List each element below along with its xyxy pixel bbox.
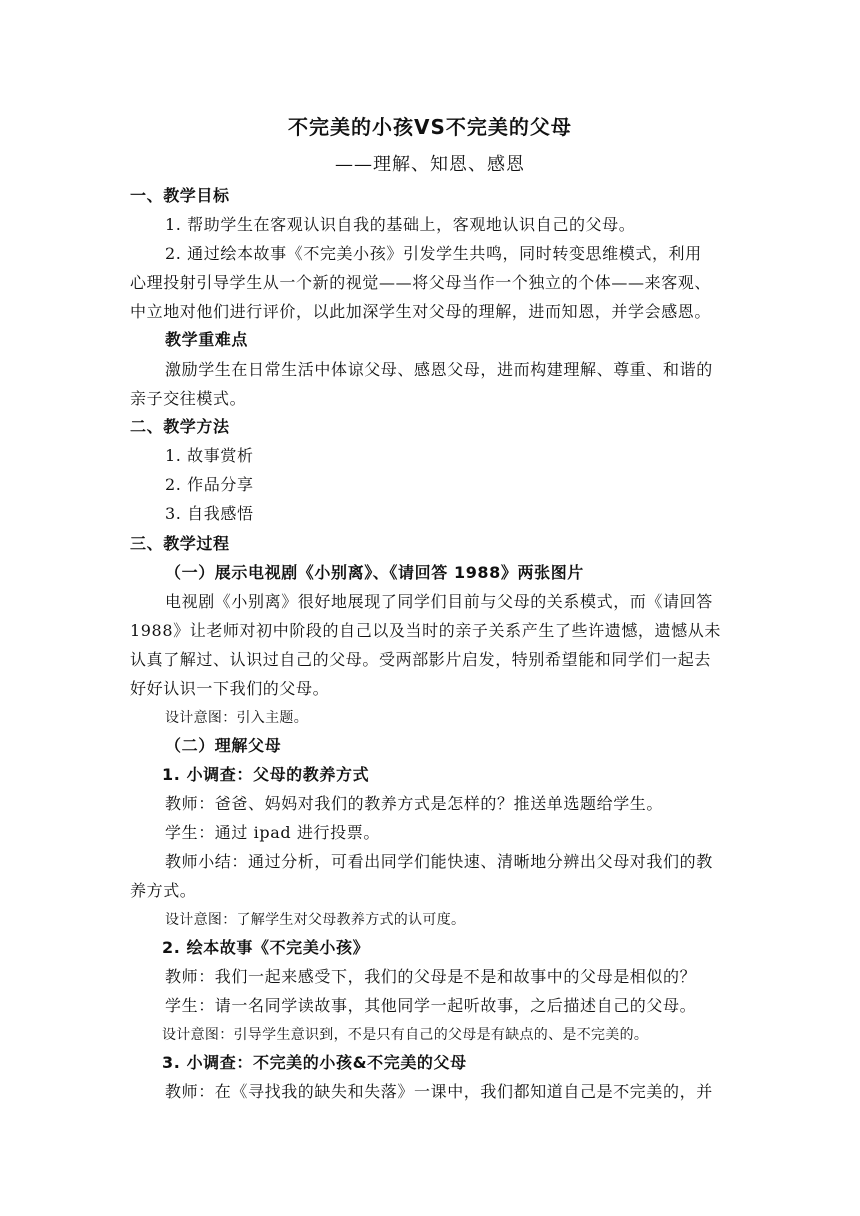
survey1-design-note: 设计意图：了解学生对父母教养方式的认可度。 <box>165 912 466 928</box>
survey1-summary-line-1: 教师小结：通过分析，可看出同学们能快速、清晰地分辨出父母对我们的教 <box>165 852 713 871</box>
survey1-student-line: 学生：通过 ipad 进行投票。 <box>165 823 380 842</box>
goal-item-1: 1. 帮助学生在客观认识自我的基础上，客观地认识自己的父母。 <box>165 215 636 234</box>
section-heading-goals: 一、教学目标 <box>130 186 230 205</box>
story-student-line: 学生：请一名同学读故事，其他同学一起听故事，之后描述自己的父母。 <box>165 996 697 1015</box>
method-item-1: 1. 故事赏析 <box>165 446 254 465</box>
difficulty-line-1: 激励学生在日常生活中体谅父母、感恩父母，进而构建理解、尊重、和谐的 <box>165 360 713 379</box>
document-subtitle: ——理解、知恩、感恩 <box>335 154 525 175</box>
section-heading-methods: 二、教学方法 <box>130 417 230 436</box>
part1-heading: （一）展示电视剧《小别离》、《请回答 1988》两张图片 <box>165 563 584 582</box>
survey3-heading: 3. 小调查：不完美的小孩&不完美的父母 <box>162 1053 467 1072</box>
goal-item-2-line-3: 中立地对他们进行评价，以此加深学生对父母的理解，进而知恩，并学会感恩。 <box>130 302 712 321</box>
story-heading: 2. 绘本故事《不完美小孩》 <box>162 938 370 957</box>
part1-line-1: 电视剧《小别离》很好地展现了同学们目前与父母的关系模式，而《请回答 <box>165 592 713 611</box>
survey1-teacher-line: 教师：爸爸、妈妈对我们的教养方式是怎样的？推送单选题给学生。 <box>165 794 664 813</box>
section-heading-process: 三、教学过程 <box>130 534 230 553</box>
part1-line-3: 认真了解过、认识过自己的父母。受两部影片启发，特别希望能和同学们一起去 <box>130 650 712 669</box>
goal-item-2-line-2: 心理投射引导学生从一个新的视觉——将父母当作一个独立的个体——来客观、 <box>130 273 712 292</box>
document-title: 不完美的小孩VS不完美的父母 <box>288 115 572 139</box>
difficulty-line-2: 亲子交往模式。 <box>130 389 247 408</box>
survey1-summary-line-2: 养方式。 <box>130 881 197 900</box>
story-design-note: 设计意图：引导学生意识到，不是只有自己的父母是有缺点的、是不完美的。 <box>162 1027 649 1043</box>
section-heading-difficulty: 教学重难点 <box>165 330 249 349</box>
survey3-teacher-line: 教师：在《寻找我的缺失和失落》一课中，我们都知道自己是不完美的，并 <box>165 1082 713 1101</box>
part2-heading: （二）理解父母 <box>165 736 282 755</box>
part1-design-note: 设计意图：引入主题。 <box>165 710 308 726</box>
story-teacher-line: 教师：我们一起来感受下，我们的父母是不是和故事中的父母是相似的？ <box>165 967 697 986</box>
method-item-2: 2. 作品分享 <box>165 475 254 494</box>
goal-item-2-line-1: 2. 通过绘本故事《不完美小孩》引发学生共鸣，同时转变思维模式，利用 <box>165 244 702 263</box>
survey1-heading: 1. 小调查：父母的教养方式 <box>162 765 370 784</box>
method-item-3: 3. 自我感悟 <box>165 504 254 523</box>
part1-line-4: 好好认识一下我们的父母。 <box>130 679 330 698</box>
part1-line-2: 1988》让老师对初中阶段的自己以及当时的亲子关系产生了些许遗憾，遗憾从未 <box>130 621 721 640</box>
